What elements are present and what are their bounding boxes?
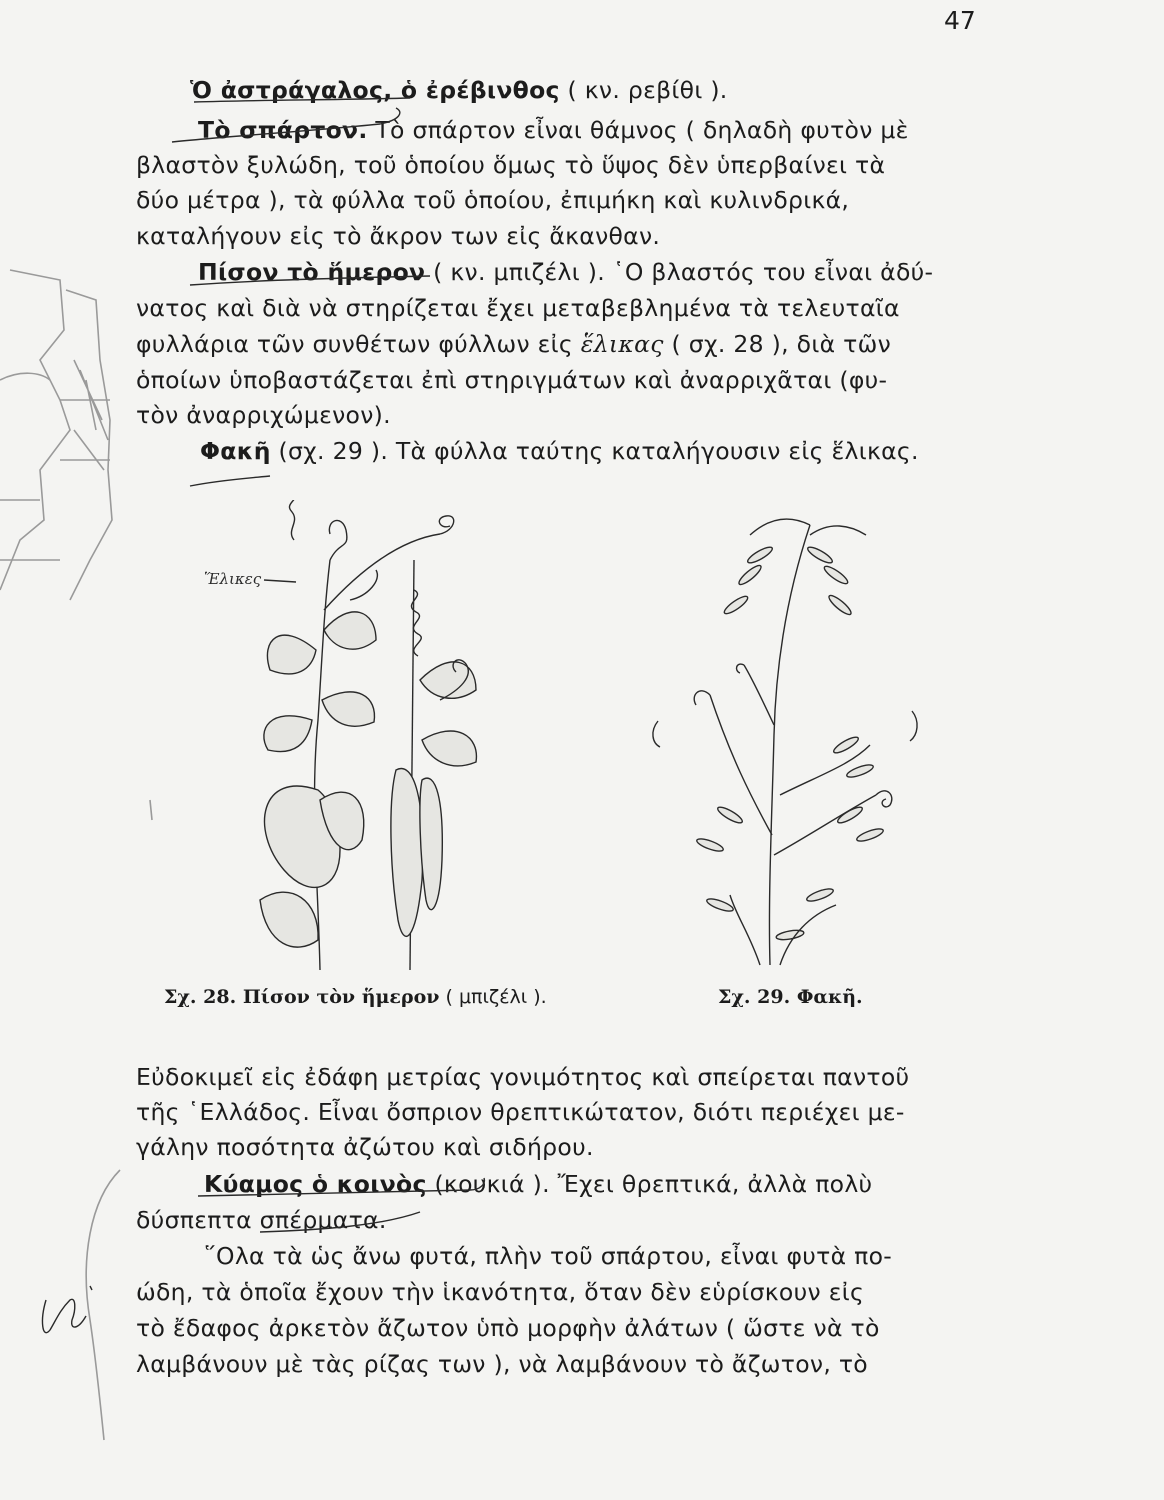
line-19: τὸ ἔδαφος ἀρκετὸν ἄζωτον ὑπὸ μορφὴν ἀλάτων ( ὥστε νὰ τὸ (136, 1314, 880, 1342)
term-pisos: Πίσον τὸ ἥμερον (198, 258, 426, 286)
line-18: ώδη, τὰ ὁποῖα ἔχουν τὴν ἱκανότητα, ὅταν δὲν εὑρίσκουν εἰς (136, 1278, 865, 1306)
line-10: τὸν ἀναρριχώμενον). (136, 401, 391, 429)
line-1: Ὁ ἀστράγαλος, ὁ ἐρέβινθος ( κν. ρεβίθι ). (190, 76, 728, 104)
term-faki: Φακῆ (200, 437, 271, 465)
figure-28-label: Ἕλικες (204, 570, 262, 588)
line-7: νατος καὶ διὰ νὰ στηρίζεται ἔχει μεταβεβλημένα τὰ τελευταῖα (136, 294, 900, 322)
term-kyamos: Κύαμος ὁ κοινὸς (204, 1170, 427, 1198)
page-number: 47 (944, 6, 976, 35)
line-15: Κύαμος ὁ κοινὸς (κουκιά ). Ἔχει θρεπτικά, ἀλλὰ πολὺ (204, 1170, 873, 1198)
line-6: Πίσον τὸ ἥμερον ( κν. μπιζέλι ). ῾Ο βλαστός του εἶναι ἀδύ- (198, 258, 934, 286)
figure-29-caption: Σχ. 29. Φακῆ. (718, 986, 863, 1008)
line-17: ῞Ολα τὰ ὡς ἄνω φυτά, πλὴν τοῦ σπάρτου, εἶναι φυτὰ πο- (204, 1242, 893, 1270)
line-20: λαμβάνουν μὲ τὰς ρίζας των ), νὰ λαμβάνουν τὸ ἄζωτον, τὸ (136, 1350, 868, 1378)
line-3: βλαστὸν ξυλώδη, τοῦ ὁποίου ὅμως τὸ ὕψος δὲν ὑπερβαίνει τὰ (136, 151, 886, 179)
line-14: γάλην ποσότητα ἀζώτου καὶ σιδήρου. (136, 1133, 594, 1161)
term-spartos: Τὸ σπάρτον. (198, 116, 368, 144)
line-4: δύο μέτρα ), τὰ φύλλα τοῦ ὁποίου, ἐπιμήκη καὶ κυλινδρικά, (136, 186, 850, 214)
line-8: φυλλάρια τῶν συνθέτων φύλλων εἰς ἕλικας ( σχ. 28 ), διὰ τῶν (136, 330, 892, 358)
term-astragalos: Ὁ ἀστράγαλος, ὁ ἐρέβινθος (190, 76, 560, 104)
italic-helikas: ἕλικας (580, 330, 664, 358)
line-11: Φακῆ (σχ. 29 ). Τὰ φύλλα ταύτης καταλήγουσιν εἰς ἕλικας. (200, 437, 919, 465)
line-16: δύσπεπτα σπέρματα. (136, 1206, 387, 1234)
line-12: Εὐδοκιμεῖ εἰς ἐδάφη μετρίας γονιμότητος καὶ σπείρεται παντοῦ (136, 1063, 910, 1091)
line-9: ὁποίων ὑποβαστάζεται ἐπὶ στηριγμάτων καὶ ἀναρριχᾶται (φυ- (136, 366, 888, 394)
figure-28-caption: Σχ. 28. Πίσον τὸν ἥμερον ( μπιζέλι ). (164, 986, 547, 1008)
line-5: καταλήγουν εἰς τὸ ἄκρον των εἰς ἄκανθαν. (136, 222, 661, 250)
line-2: Τὸ σπάρτον. Τὸ σπάρτον εἶναι θάμνος ( δηλαδὴ φυτὸν μὲ (198, 116, 909, 144)
line-13: τῆς ῾Ελλάδος. Εἶναι ὄσπριον θρεπτικώτατον, διότι περιέχει με- (136, 1098, 905, 1126)
